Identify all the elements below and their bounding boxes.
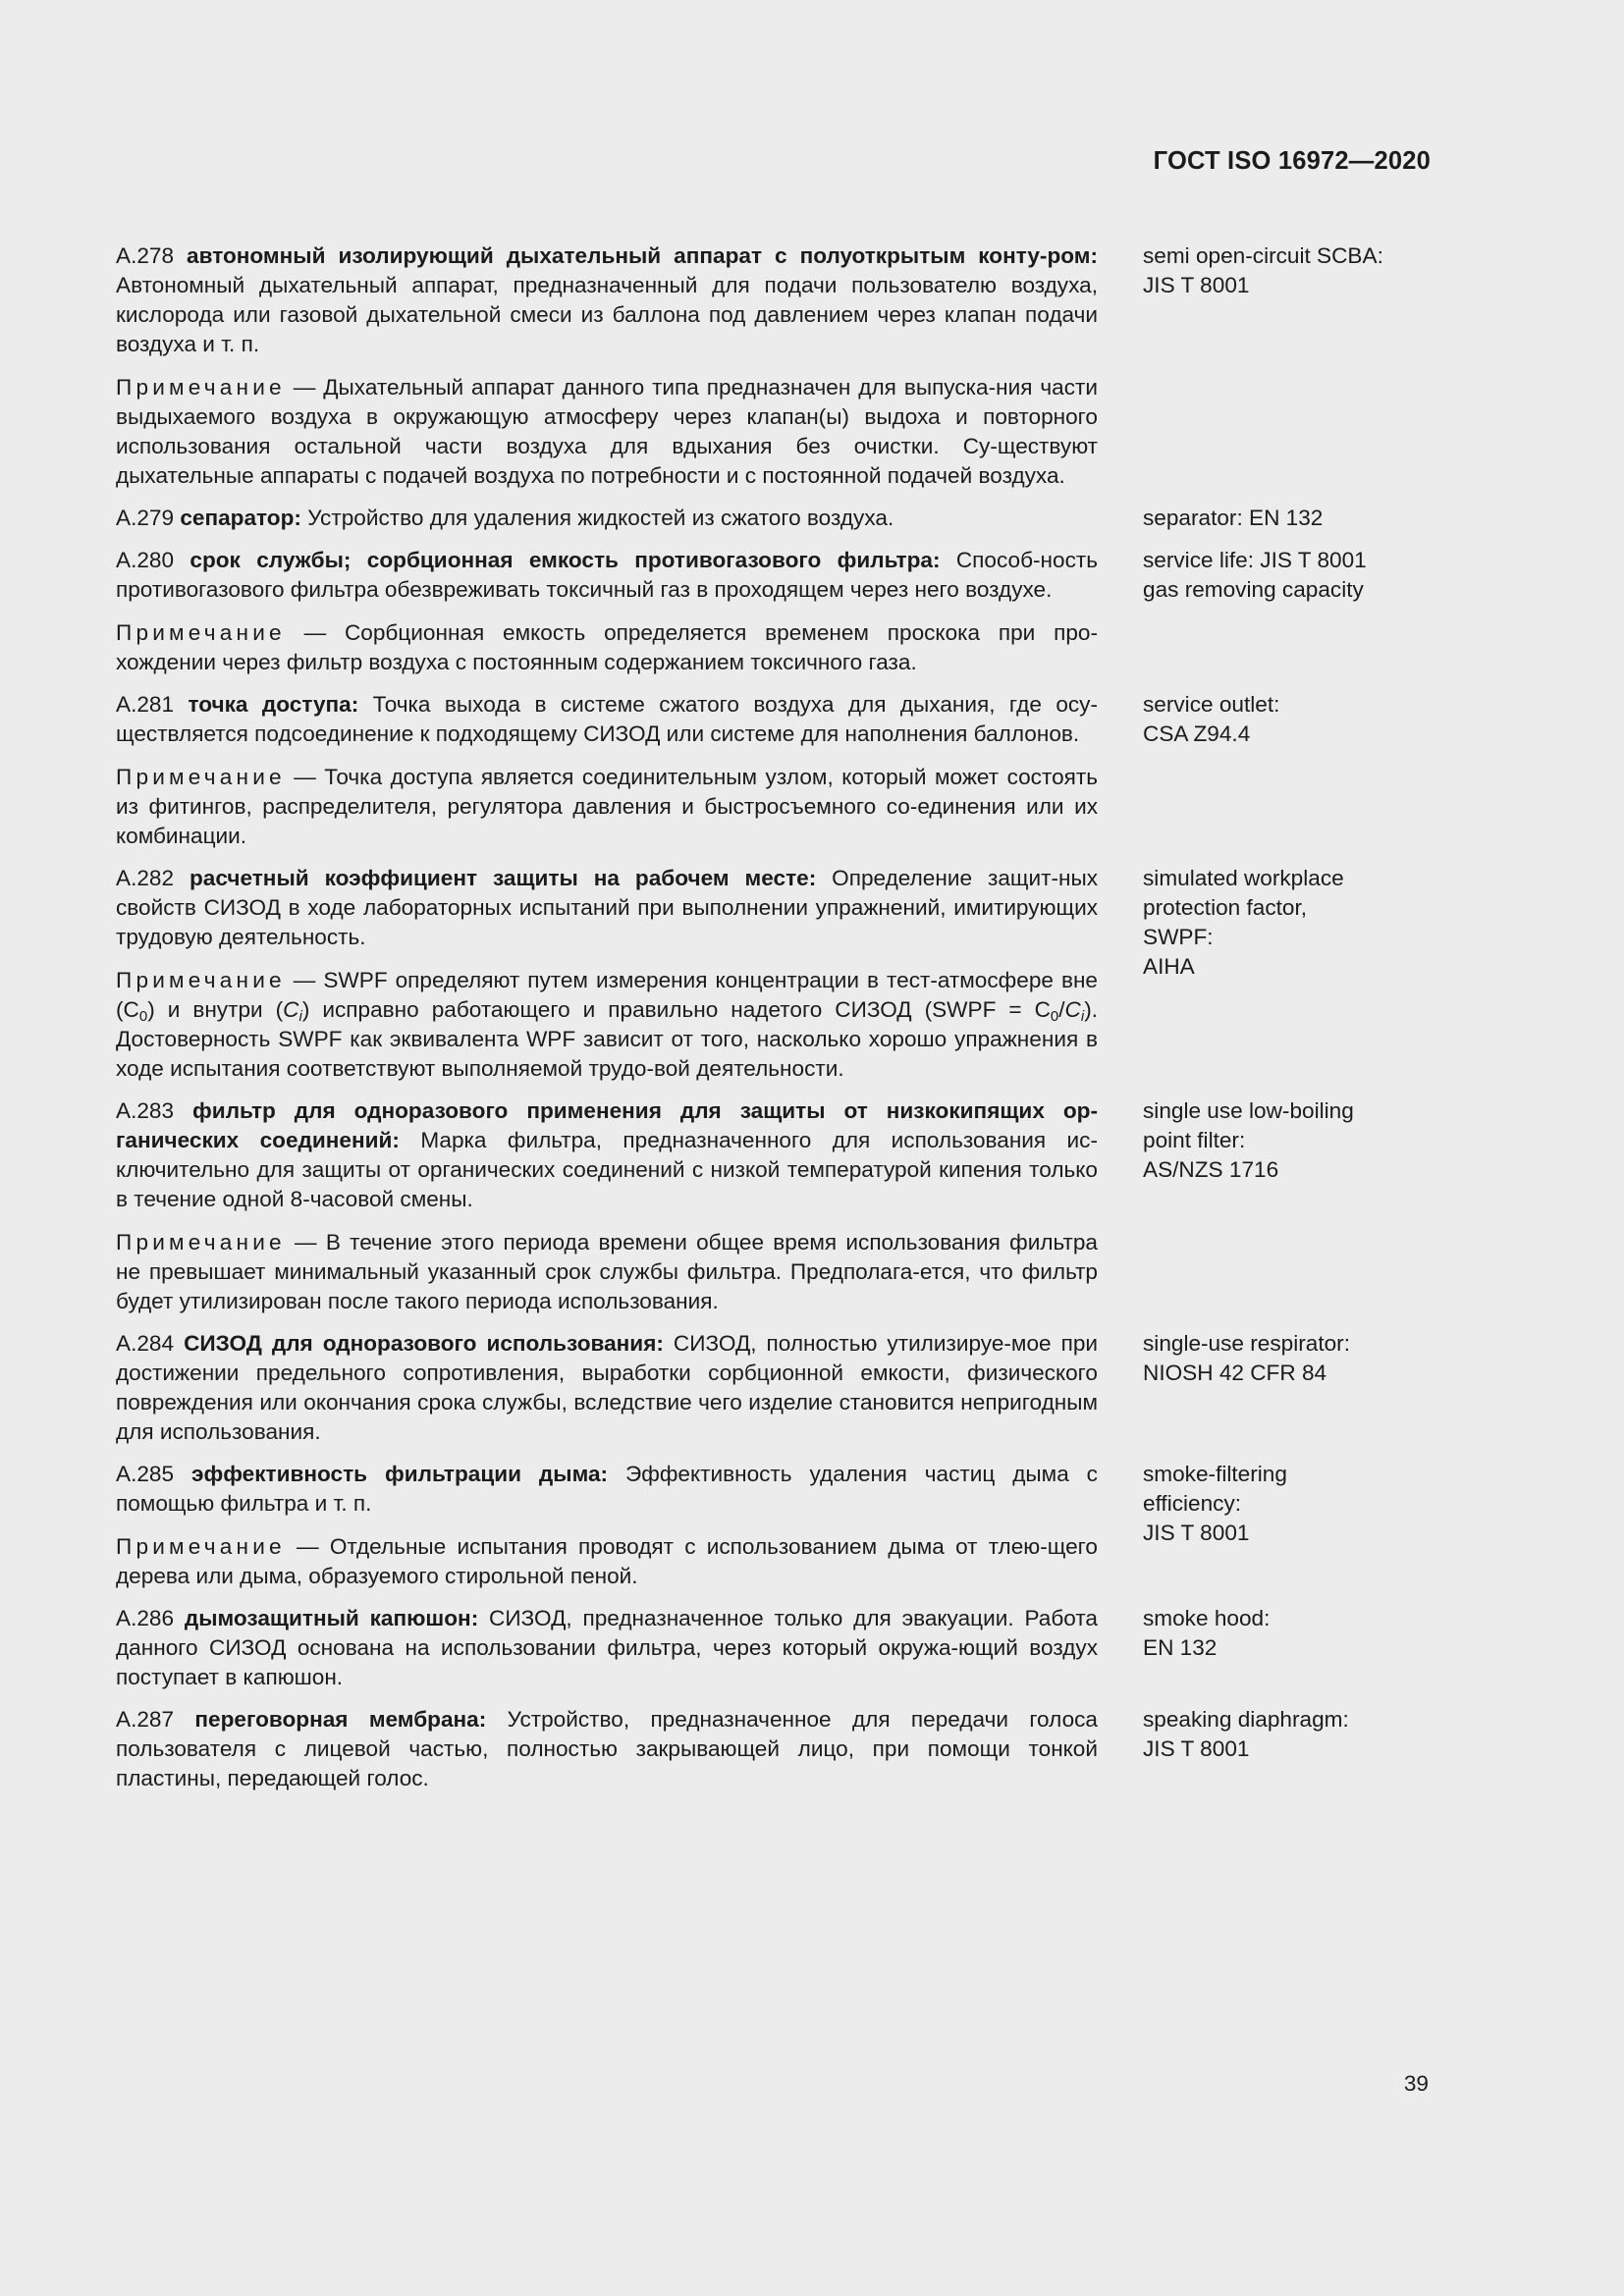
note-text: / [1058,997,1065,1022]
reference-line: speaking diaphragm: [1143,1707,1349,1732]
term-definition-column [116,1329,1098,1447]
term-definition: СИЗОД, предназначенное только для эвакуации. Работа данного СИЗОД основана на использовании фильтра, через который окружа-ющий воздух поступает в капюшон. [116,1606,1098,1689]
note-text: ) и внутри ( [147,997,284,1022]
reference-column [1143,1460,1437,1591]
definition-paragraph [116,504,1098,533]
note-paragraph [116,763,1098,851]
reference-column [1143,690,1437,851]
term-definition: Эффективность удаления частиц дыма с помощью фильтра и т. п. [116,1462,1098,1516]
reference-line: separator: EN 132 [1143,506,1324,530]
term-definition-column [116,241,1098,491]
italic-symbol: C [283,997,299,1022]
definition-paragraph [116,1604,1098,1692]
term-definition-column [116,690,1098,851]
note-label: Примечание [116,765,286,789]
definition-paragraph [116,241,1098,359]
standard-header: ГОСТ ISO 16972—2020 [1153,147,1431,175]
term-entry-a285 [116,1460,1432,1591]
reference-line: SWPF: [1143,925,1214,949]
reference-line: simulated workplace [1143,866,1344,890]
note-text: ). Достоверность SWPF как эквивалента WPF зависит от того, насколько хорошо упражнения в ходе испытания соответствуют выполняемой трудо-вой деятельности. [116,997,1098,1081]
term-definition: Автономный дыхательный аппарат, предназначенный для подачи пользователю воздуха, кислорода или газовой дыхательной смеси из баллона под давлением через клапан подачи воздуха и т. п. [116,273,1098,356]
term-definition: Определение защит-ных свойств СИЗОД в ходе лабораторных испытаний при выполнении упражнений, имитирующих трудовую деятельность. [116,866,1099,949]
reference-column [1143,546,1437,677]
note-label: Примечание [116,1230,286,1255]
reference-line: EN 132 [1143,1635,1218,1660]
term-definition-column [116,1705,1098,1793]
term-number: А.279 [116,506,175,530]
reference-column [1143,1705,1437,1793]
reference-column [1143,241,1437,491]
term-entry-a283 [116,1096,1432,1316]
reference-line: smoke hood: [1143,1606,1271,1630]
note-text: — В течение этого периода времени общее время использования фильтра не превышает минимальный указанный срок службы фильтра. Предполага-ется, что фильтр будет утилизирован после такого периода использования. [116,1230,1098,1313]
term-definition: Марка фильтра, предназначенного для использования ис-ключительно для защиты от органических соединений с низкой температурой кипения только в течение одной 8-часовой смены. [116,1128,1098,1211]
reference-line: protection factor, [1143,895,1308,920]
reference-line: service life: JIS T 8001 [1143,548,1367,572]
term-definition: Способ-ность противогазового фильтра обезвреживать токсичный газ в проходящем через него воздухе. [116,548,1099,602]
reference-column [1143,1096,1437,1316]
definition-paragraph [116,1096,1098,1214]
reference-line: service outlet: [1143,692,1280,717]
note-text: — Точка доступа является соединительным узлом, который может состоять из фитингов, распределителя, регулятора давления и быстросъемного со-единения или их комбинации. [116,765,1098,848]
note-label: Примечание [116,620,286,645]
page-number: 39 [1403,2071,1429,2096]
reference-line: point filter: [1143,1128,1246,1152]
reference-line: NIOSH 42 CFR 84 [1143,1361,1327,1385]
term-definition-column [116,1604,1098,1692]
term-title: переговорная мембрана: [194,1707,487,1732]
reference-line: single use low-boiling [1143,1098,1354,1123]
term-entry-a280 [116,546,1432,677]
note-label: Примечание [116,375,286,400]
term-title: сепаратор: [180,506,301,530]
reference-line: gas removing capacity [1143,577,1364,602]
term-definition: Устройство для удаления жидкостей из сжатого воздуха. [300,506,894,530]
subscript: i [1080,1008,1085,1025]
term-definition: Устройство, предназначенное для передачи голоса пользователя с лицевой частью, полностью закрывающей лицо, при помощи тонкой пластины, передающей голос. [116,1707,1098,1790]
reference-line: AS/NZS 1716 [1143,1157,1279,1182]
note-label: Примечание [116,968,286,992]
note-text: — Сорбционная емкость определяется временем проскока при про-хождении через фильтр воздуха с постоянным содержанием токсичного газа. [116,620,1098,674]
note-paragraph [116,373,1098,491]
note-text: — SWPF определяют путем измерения концентрации в тест-атмосфере вне (C [116,968,1098,1022]
note-paragraph [116,966,1098,1084]
reference-column [1143,1329,1437,1447]
term-definition: СИЗОД, полностью утилизируе-мое при достижении предельного сопротивления, выработки сорбционной емкости, физического повреждения или окончания срока службы, вследствие чего изделие становится непригодным для использования. [116,1331,1099,1444]
term-title: точка доступа: [188,692,359,717]
term-title: эффективность фильтрации дыма: [190,1462,609,1486]
term-number: А.281 [116,692,175,717]
reference-column [1143,864,1437,1084]
reference-line: smoke-filtering [1143,1462,1287,1486]
definition-paragraph [116,546,1098,605]
reference-line: JIS T 8001 [1143,1521,1250,1545]
term-title: срок службы; сорбционная емкость противогазового фильтра: [189,548,941,572]
reference-line: single-use respirator: [1143,1331,1350,1356]
reference-line: AIHA [1143,954,1195,979]
reference-line: JIS T 8001 [1143,1736,1250,1761]
reference-line: CSA Z94.4 [1143,721,1251,746]
reference-line: efficiency: [1143,1491,1242,1516]
reference-column [1143,1604,1437,1692]
note-paragraph [116,1532,1098,1591]
term-title: дымозащитный капюшон: [184,1606,479,1630]
reference-line: JIS T 8001 [1143,273,1250,297]
subscript: i [298,1008,302,1025]
term-number: А.278 [116,243,175,268]
definition-paragraph [116,864,1098,952]
term-definition-column [116,546,1098,677]
subscript: 0 [138,1008,148,1025]
term-title: фильтр для одноразового применения для защиты от низкокипящих ор-ганических соединений: [116,1098,1098,1152]
definition-paragraph [116,1329,1098,1447]
term-definition-column [116,1096,1098,1316]
term-number: А.283 [116,1098,175,1123]
term-title: расчетный коэффициент защиты на рабочем месте: [189,866,817,890]
term-number: А.286 [116,1606,175,1630]
note-text: — Отдельные испытания проводят с использованием дыма от тлею-щего дерева или дыма, образуемого стирольной пеной. [116,1534,1098,1588]
italic-symbol: C [1064,997,1081,1022]
term-entry-a284 [116,1329,1432,1447]
term-entry-a279 [116,504,1432,533]
term-entry-a278 [116,241,1432,491]
definition-paragraph [116,690,1098,749]
term-number: А.285 [116,1462,175,1486]
term-definition-column [116,1460,1098,1591]
term-number: А.280 [116,548,175,572]
term-title: СИЗОД для одноразового использования: [184,1331,664,1356]
term-definition-column [116,504,1098,533]
term-entry-a281 [116,690,1432,851]
note-text: — Дыхательный аппарат данного типа предназначен для выпуска-ния части выдыхаемого воздуха в окружающую атмосферу через клапан(ы) выдоха и повторного использования остальной части воздуха для вдыхания без очистки. Су-ществуют дыхательные аппараты с подачей воздуха по потребности и с постоянной подачей воздуха. [116,375,1098,488]
term-number: А.284 [116,1331,175,1356]
definition-paragraph [116,1460,1098,1519]
term-definition: Точка выхода в системе сжатого воздуха для дыхания, где осу-ществляется подсоединение к подходящему СИЗОД или системе для наполнения баллонов. [116,692,1098,746]
note-text: ) исправно работающего и правильно надетого СИЗОД (SWPF = C [301,997,1051,1022]
term-entry-a287 [116,1705,1432,1793]
term-entry-a286 [116,1604,1432,1692]
subscript: 0 [1050,1008,1059,1025]
term-title: автономный изолирующий дыхательный аппарат с полуоткрытым конту-ром: [187,243,1098,268]
term-entry-a282 [116,864,1432,1084]
reference-line: semi open-circuit SCBA: [1143,243,1383,268]
definition-paragraph [116,1705,1098,1793]
term-number: А.282 [116,866,175,890]
term-number: А.287 [116,1707,175,1732]
term-definition-column [116,864,1098,1084]
reference-column [1143,504,1437,533]
note-paragraph [116,618,1098,677]
note-paragraph [116,1228,1098,1316]
note-label: Примечание [116,1534,286,1559]
terms-list [116,241,1432,1806]
